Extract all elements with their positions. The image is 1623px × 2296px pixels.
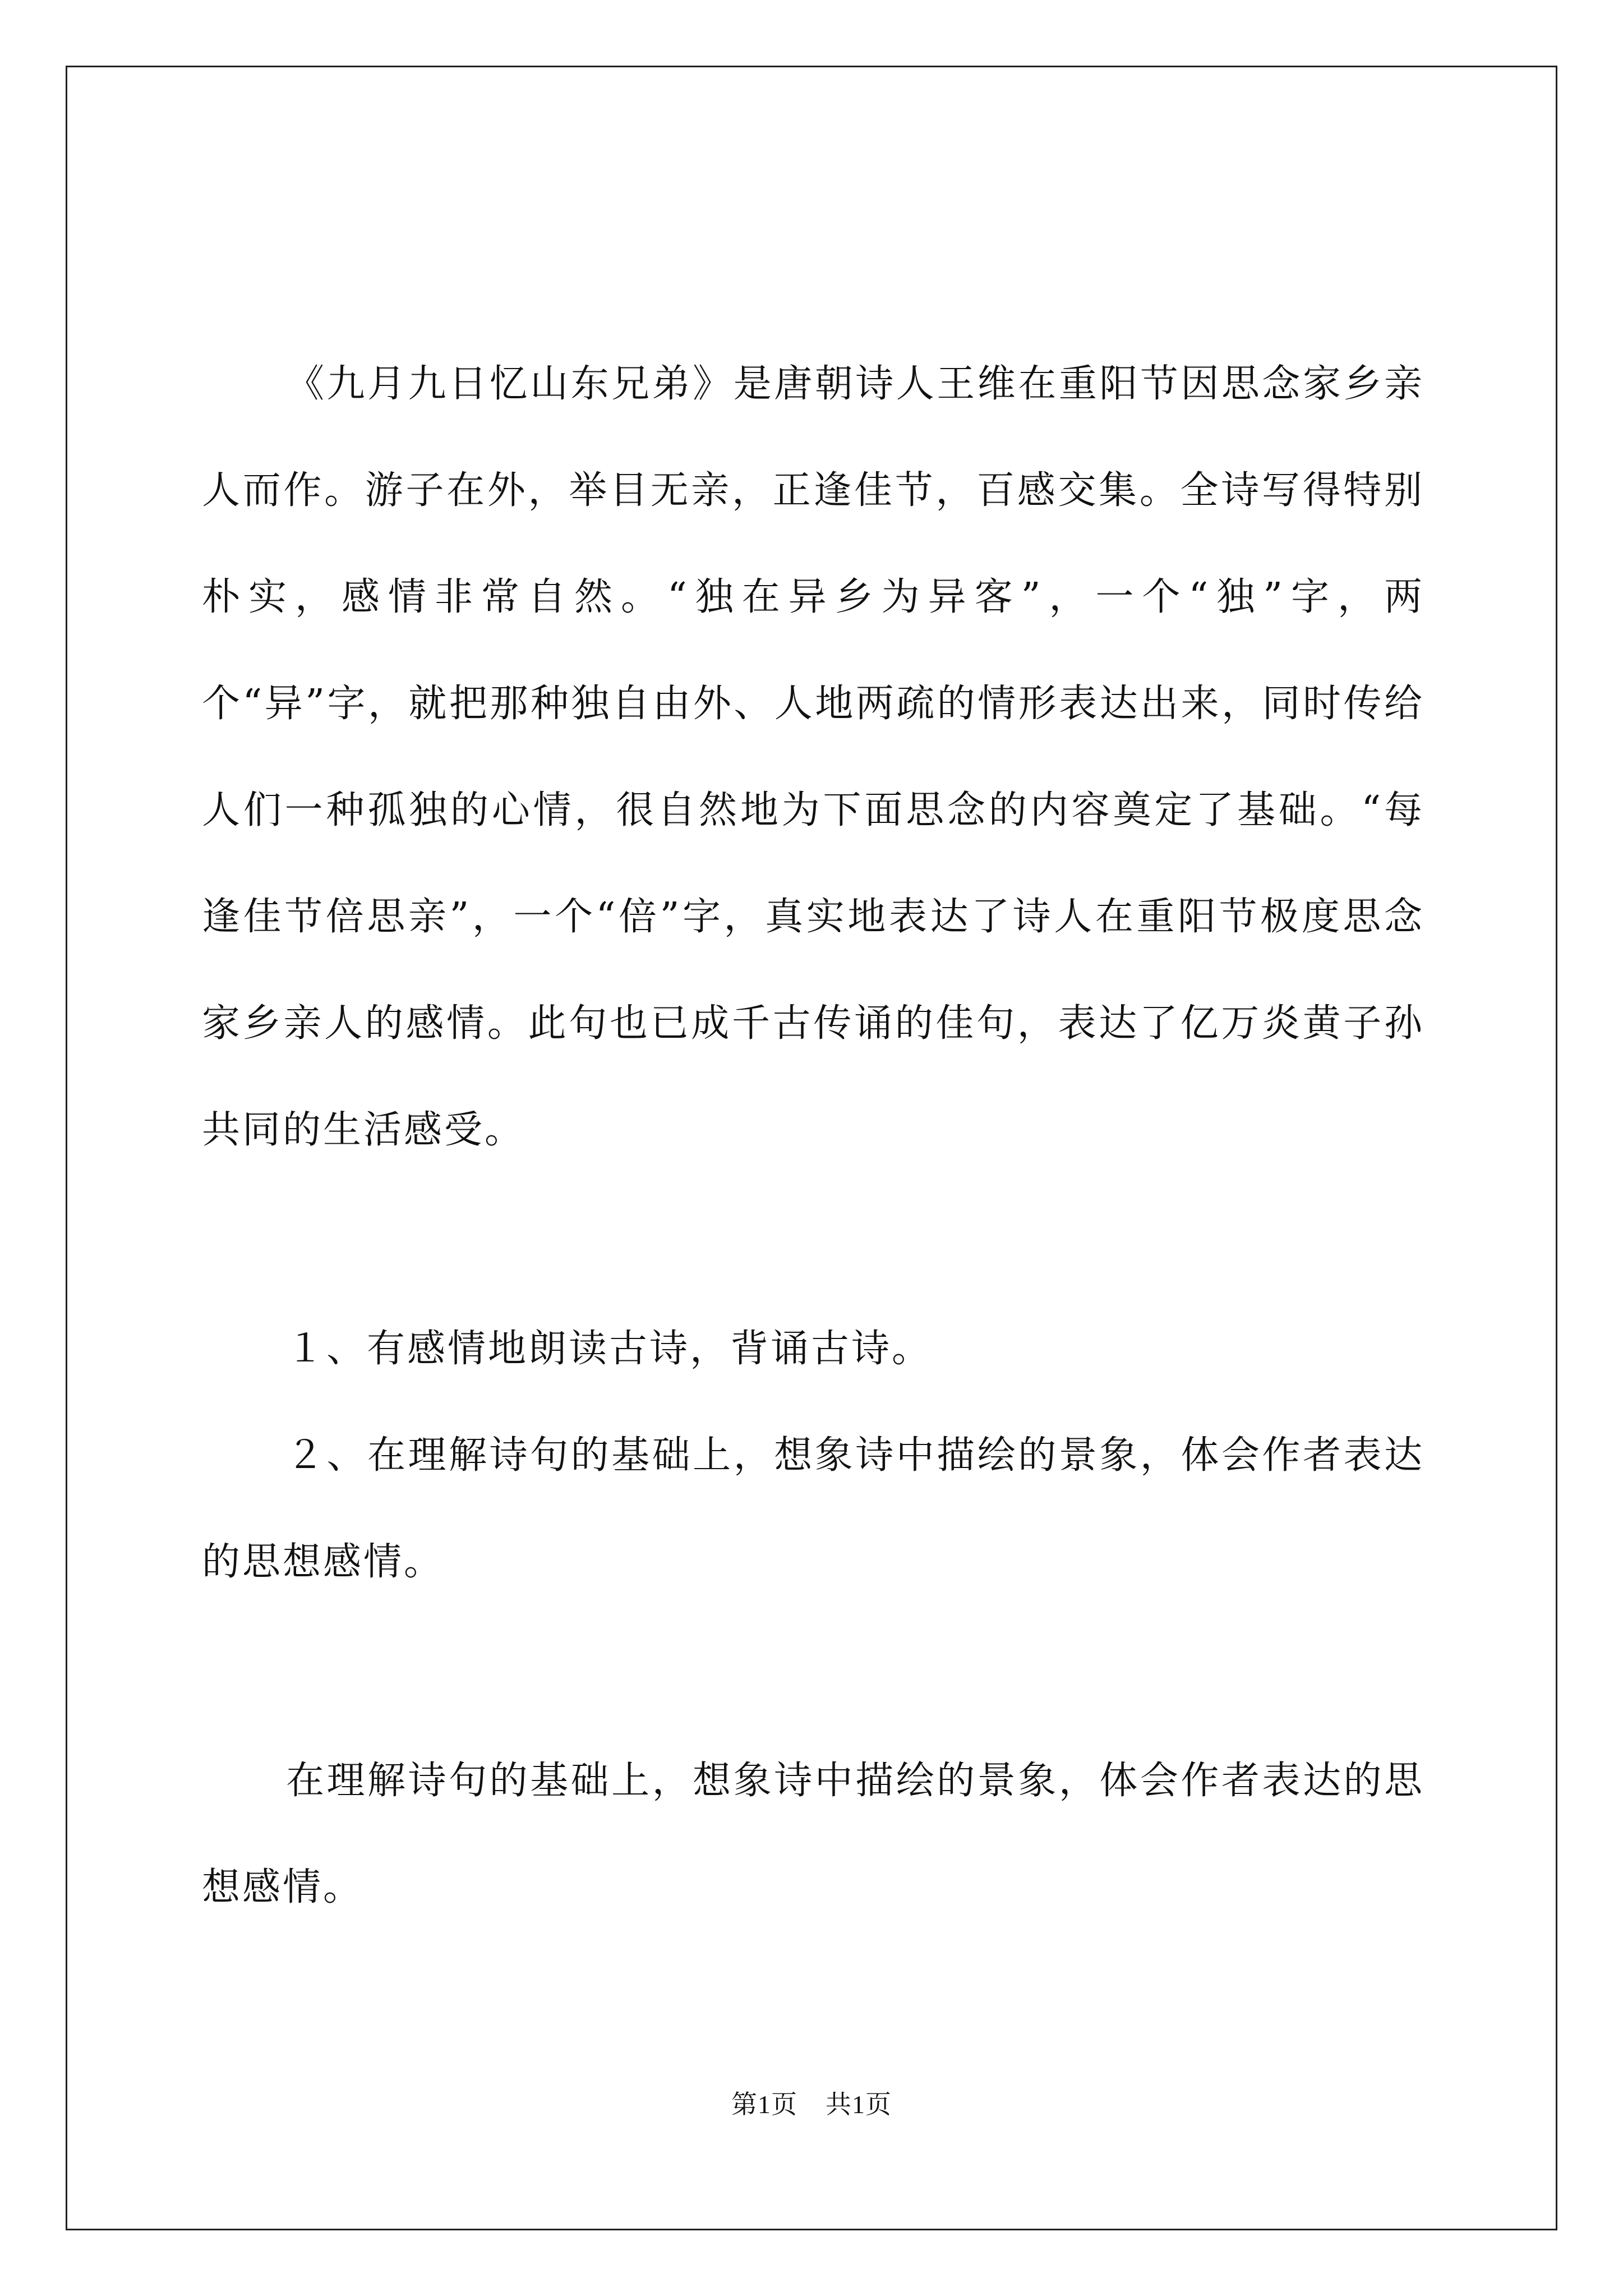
paragraph-objective-1: １、有感情地朗读古诗，背诵古诗。: [286, 1327, 933, 1371]
paragraph-objective-2: ２、在理解诗句的基础上，想象诗中描绘的景象，体会作者表达的思想感情。: [202, 1433, 1424, 1584]
paragraph-poem-analysis: 《九月九日忆山东兄弟》是唐朝诗人王维在重阳节因思念家乡亲人而作。游子在外，举目无亲，正逢佳节，百感交集。全诗写得特别朴实，感情非常自然。“独在异乡为异客”，一个“独”字，两个“异”字，就把那种独自由外、人地两疏的情形表达出来，同时传给人们一种孤独的心情，很自然地为下面思念的内容奠定了基础。“每逢佳节倍思亲”，一个“倍”字，真实地表达了诗人在重阳节极度思念家乡亲人的感情。此句也已成千古传诵的佳句，表达了亿万炎黄子孙共同的生活感受。: [202, 362, 1424, 1152]
page-number: 第1页: [731, 2090, 797, 2119]
page-footer: [0, 2084, 1623, 2121]
paragraph-spacer: [202, 1184, 1424, 1296]
page-total: 共1页: [826, 2090, 892, 2119]
document-body: [202, 331, 1424, 1941]
paragraph-key-point: 在理解诗句的基础上，想象诗中描绘的景象，体会作者表达的思想感情。: [202, 1759, 1424, 1910]
paragraph-spacer: [202, 1616, 1424, 1728]
